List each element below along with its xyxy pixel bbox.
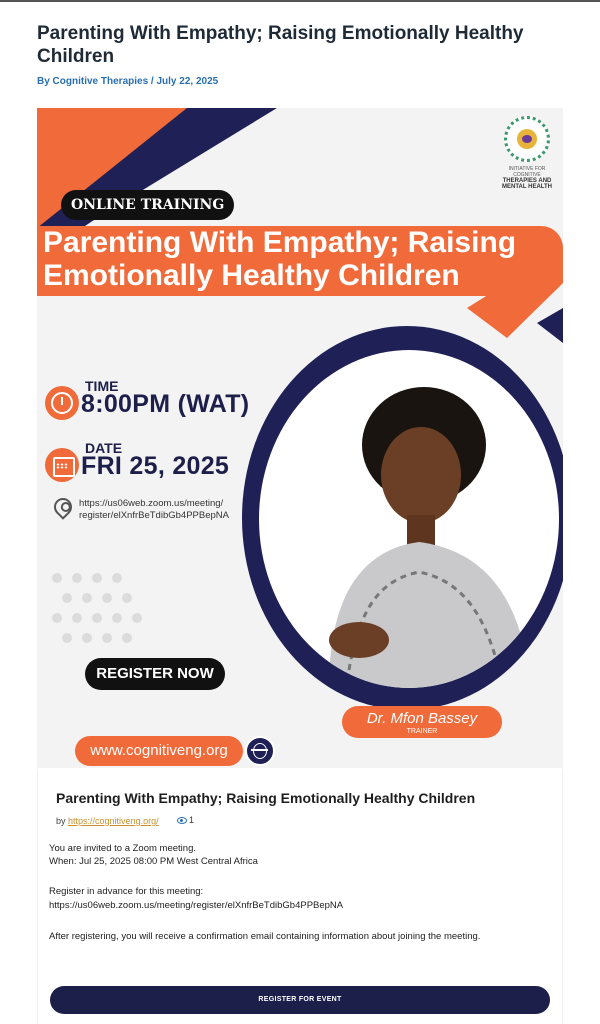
globe-icon <box>245 736 275 766</box>
trainer-photo-frame <box>259 350 559 688</box>
trainer-photo <box>259 350 559 688</box>
event-title: Parenting With Empathy; Raising Emotionally Healthy Children <box>56 790 476 806</box>
trainer-name-badge <box>342 706 502 738</box>
flyer-headline-line1: Parenting With Empathy; Raising <box>43 226 517 259</box>
byline-label: by <box>56 816 66 826</box>
view-count: 1 <box>189 815 195 825</box>
event-when-text: When: Jul 25, 2025 08:00 PM West Central Africa <box>49 856 258 867</box>
organizer-link[interactable]: https://cognitiveng.org/ <box>68 816 159 826</box>
event-register-prompt: Register in advance for this meeting: <box>49 886 204 897</box>
logo-text-line3: MENTAL HEALTH <box>502 184 552 190</box>
post-date-link[interactable]: July 22, 2025 <box>156 76 219 87</box>
meeting-link-line1: https://us06web.zoom.us/meeting/ <box>79 498 224 509</box>
online-training-badge: ONLINE TRAINING <box>61 190 234 220</box>
date-value: FRI 25, 2025 <box>81 452 230 480</box>
register-now-badge: REGISTER NOW <box>85 658 225 690</box>
logo-emblem-icon <box>504 116 550 162</box>
event-invite-text: You are invited to a Zoom meeting. <box>49 843 196 854</box>
page-title: Parenting With Empathy; Raising Emotionally Healthy Children <box>37 23 524 67</box>
logo-text-line2: THERAPIES AND <box>502 178 552 184</box>
time-label: TIME <box>85 378 119 394</box>
top-divider <box>0 0 600 2</box>
trainer-role: TRAINER <box>406 728 438 735</box>
website-badge: www.cognitiveng.org <box>75 736 243 766</box>
post-meta <box>37 76 218 87</box>
time-value: 8:00PM (WAT) <box>81 390 250 418</box>
clock-icon <box>45 386 79 420</box>
organization-logo <box>495 116 559 190</box>
author-link[interactable]: By Cognitive Therapies <box>37 76 149 87</box>
flyer-headline-line2: Emotionally Healthy Children <box>43 259 460 292</box>
flyer-headline <box>37 226 563 296</box>
calendar-icon <box>45 448 79 482</box>
meeting-link-line2: register/elXnfrBeTdibGb4PPBepNA <box>79 510 229 521</box>
eye-icon <box>177 817 187 824</box>
event-confirmation-text: After registering, you will receive a confirmation email containing information about joining the meeting. <box>49 931 481 942</box>
event-flyer-image <box>37 108 563 768</box>
trainer-name: Dr. Mfon Bassey <box>366 710 478 727</box>
logo-text-line1: INITIATIVE FOR COGNITIVE <box>508 166 546 178</box>
register-for-event-button[interactable]: REGISTER FOR EVENT <box>50 986 550 1014</box>
event-register-url: https://us06web.zoom.us/meeting/register/elXnfrBeTdibGb4PPBepNA <box>49 900 344 911</box>
event-byline <box>56 816 159 826</box>
date-label: DATE <box>85 440 123 456</box>
meta-separator: / <box>148 76 157 87</box>
meeting-link-text <box>79 498 269 522</box>
